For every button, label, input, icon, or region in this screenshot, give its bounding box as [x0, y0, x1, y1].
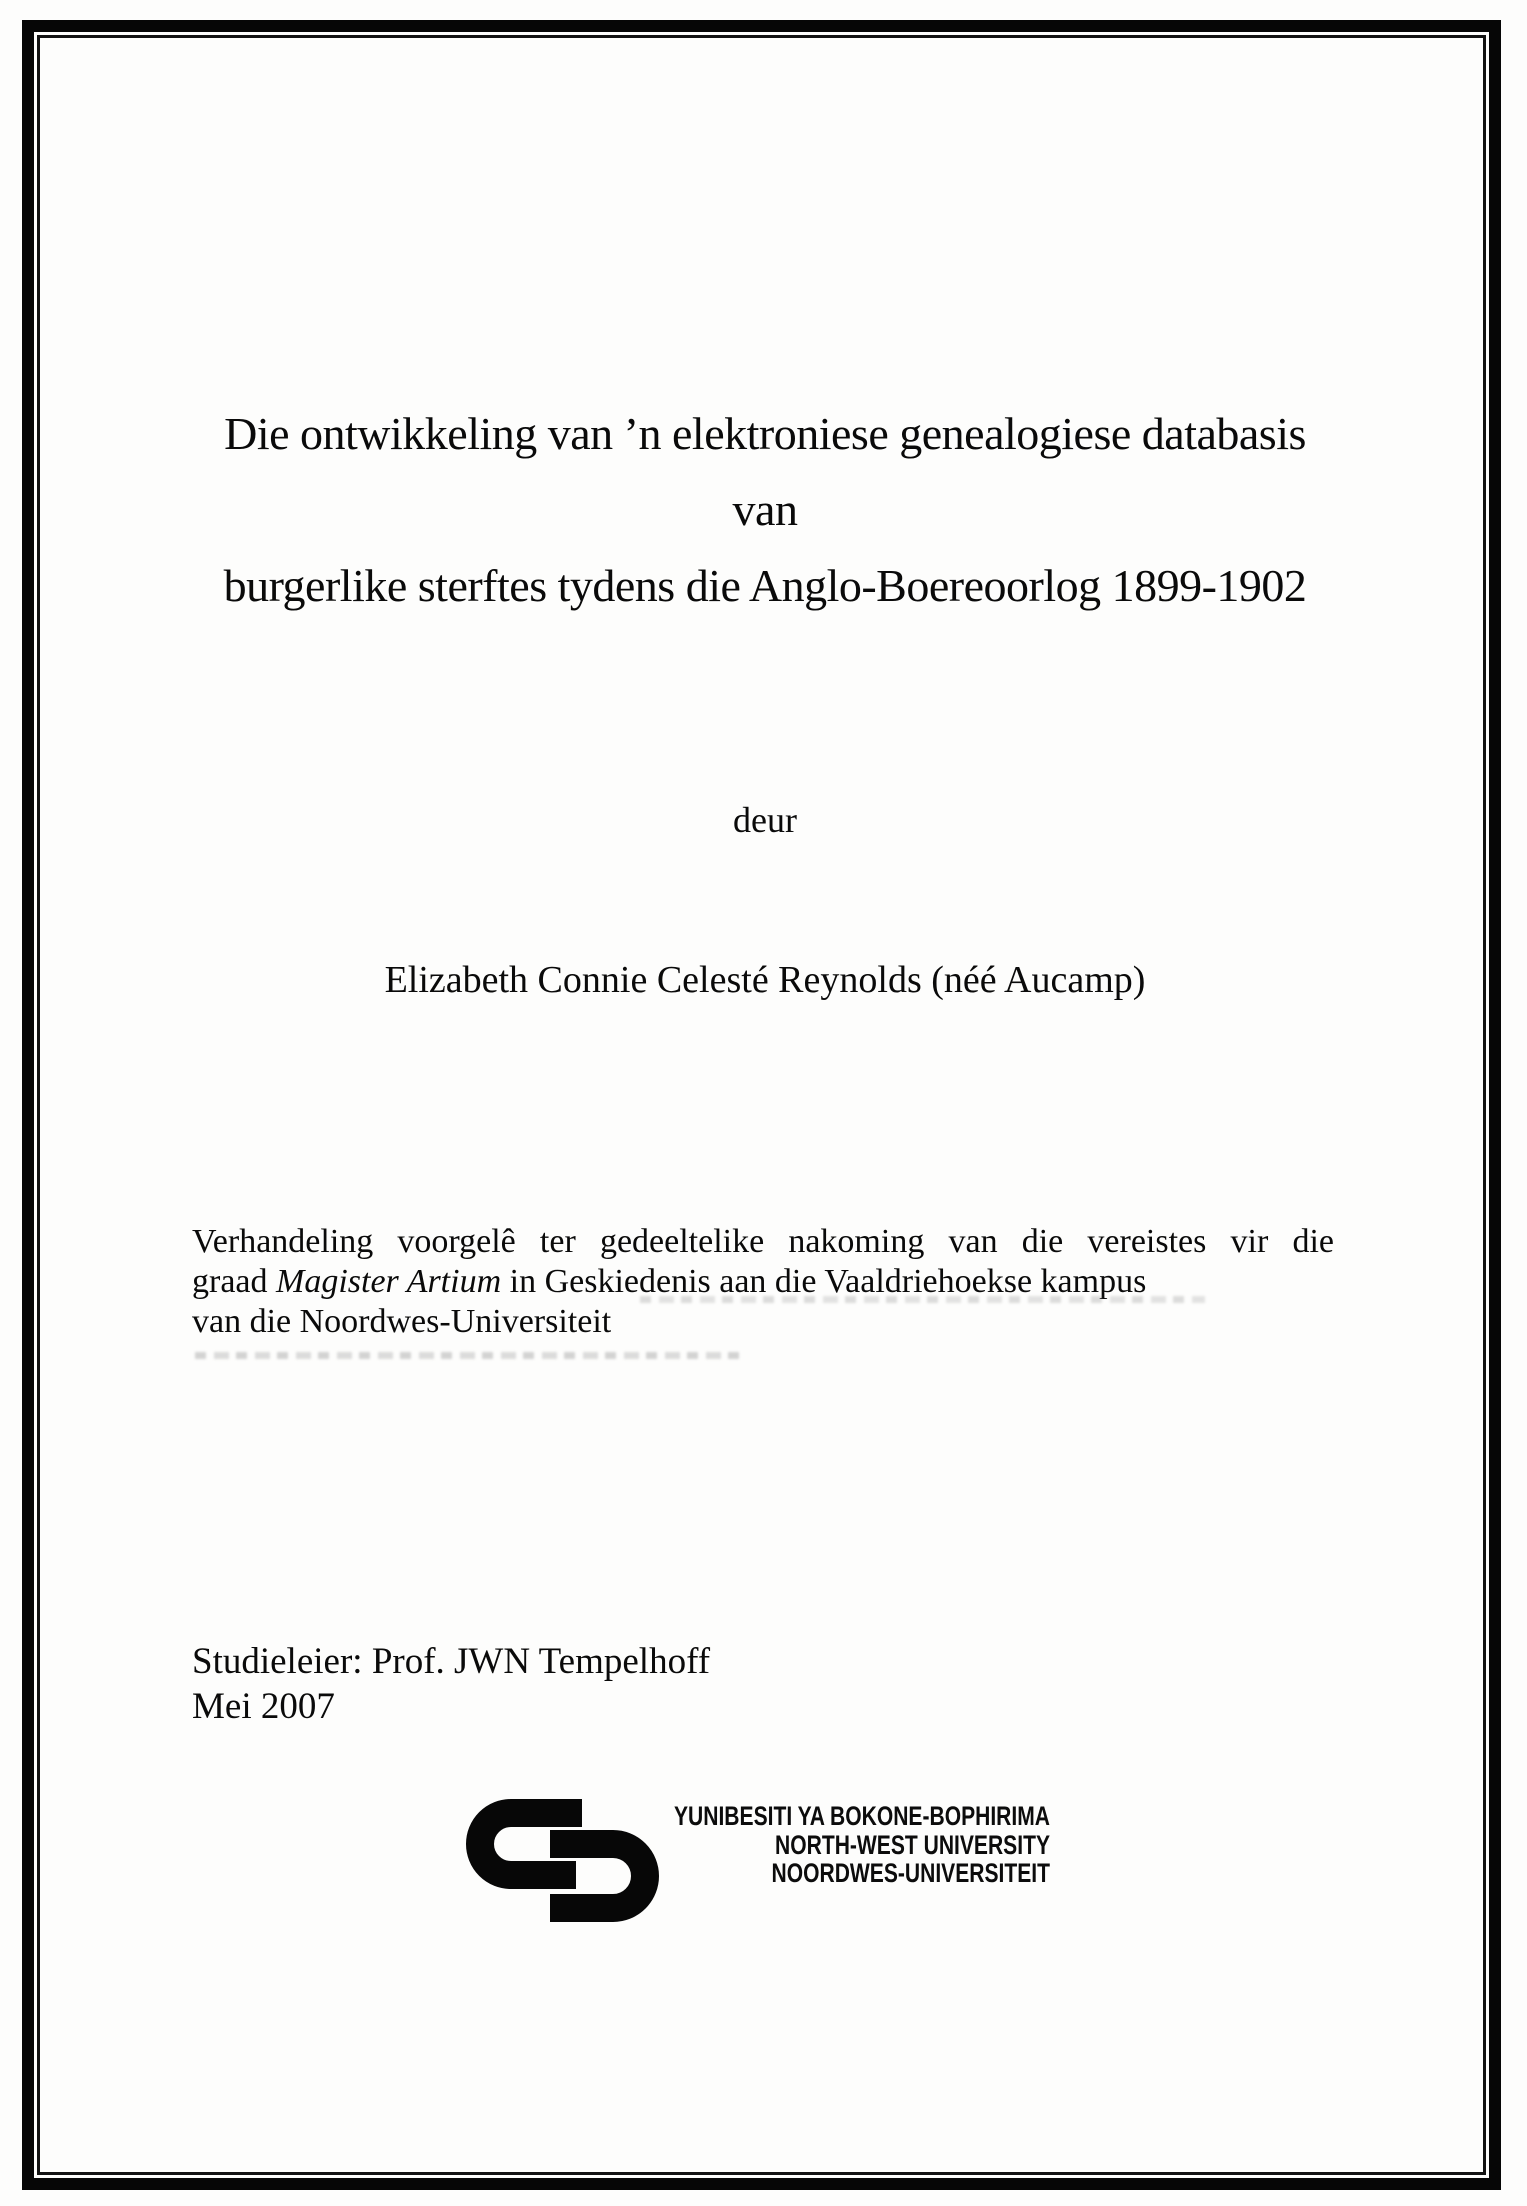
author-name: Elizabeth Connie Celesté Reynolds (néé Aucamp)	[384, 959, 1146, 1001]
logo-line-1: YUNIBESITI YA BOKONE-BOPHIRIMA	[673, 1801, 1050, 1831]
degree-statement	[192, 1222, 1334, 1342]
supervisor-block	[192, 1639, 1092, 1729]
logo-wordmark	[590, 1802, 1050, 1888]
title-line-2: burgerlike sterftes tydens die Anglo-Boereoorlog 1899-1902	[223, 560, 1307, 611]
statement-line-2-suffix: in Geskiedenis aan die Vaaldriehoekse kampus	[501, 1263, 1147, 1300]
statement-line-3: van die Noordwes-Universiteit	[192, 1303, 612, 1340]
scan-bleedthrough-smudge-2	[195, 1352, 740, 1359]
magister-artium-italic: Magister Artium	[276, 1263, 502, 1300]
statement-line-1: Verhandeling voorgelê ter gedeeltelike nakoming van die vereistes vir die	[192, 1223, 1334, 1260]
supervisor-line: Studieleier: Prof. JWN Tempelhoff	[192, 1641, 711, 1682]
byline-deur: deur	[733, 800, 797, 840]
thesis-title	[190, 396, 1340, 624]
date-line: Mei 2007	[192, 1686, 335, 1727]
scan-bleedthrough-smudge-1	[640, 1296, 1205, 1303]
statement-line-2-prefix: graad	[192, 1263, 277, 1300]
logo-line-2: NORTH-WEST UNIVERSITY	[775, 1829, 1050, 1860]
logo-line-3: NOORDWES-UNIVERSITEIT	[771, 1858, 1050, 1888]
title-line-1: Die ontwikkeling van ’n elektroniese genealogiese databasis van	[224, 408, 1306, 535]
